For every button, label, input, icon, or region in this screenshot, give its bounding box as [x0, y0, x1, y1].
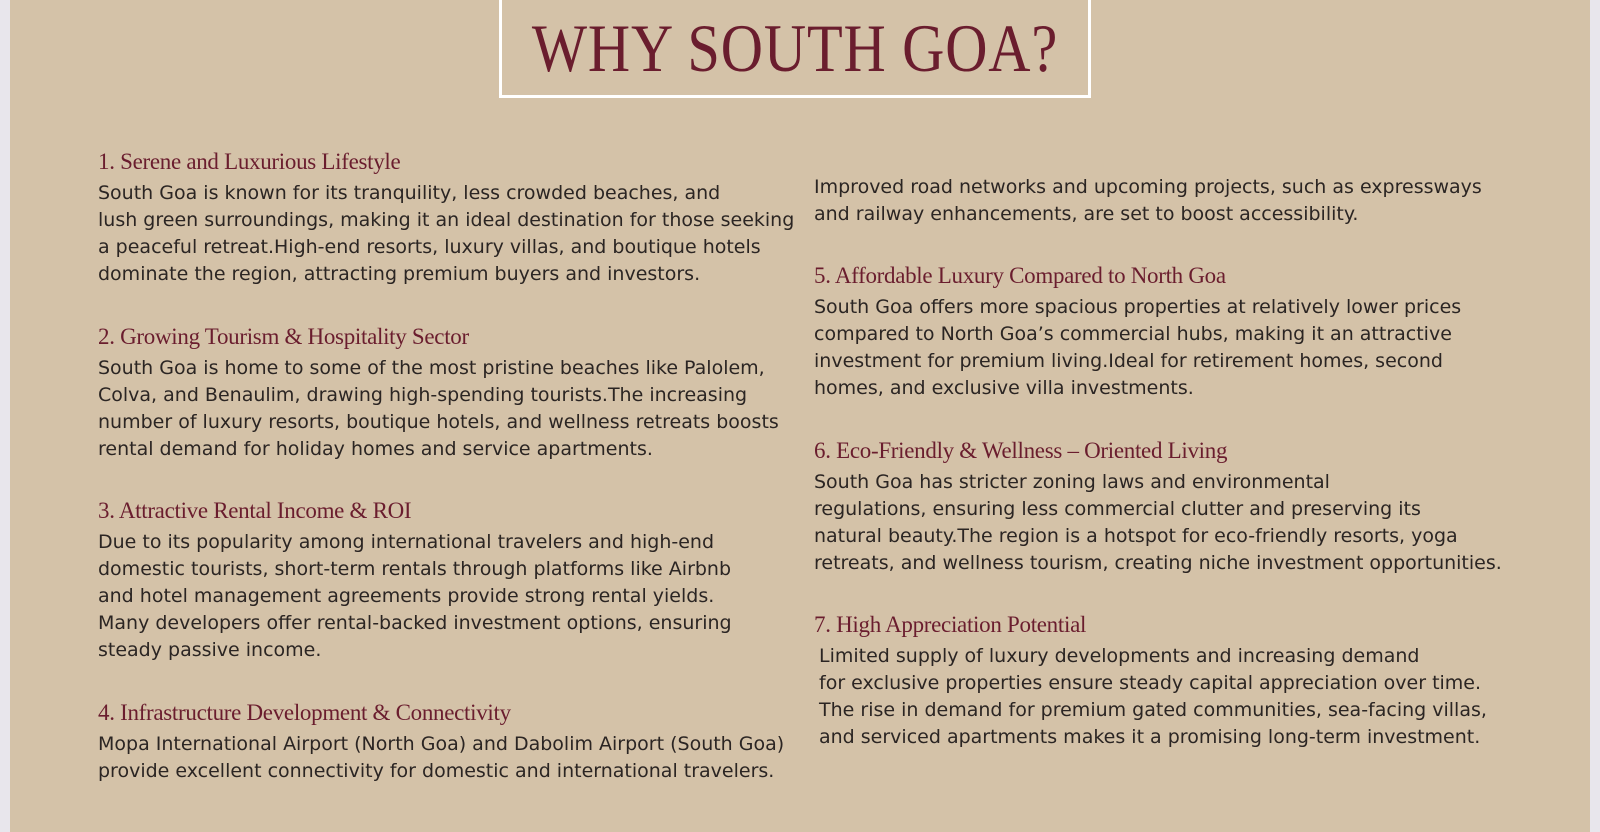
body-line: South Goa has stricter zoning laws and environmental: [814, 471, 1330, 493]
body-line: investment for premium living.Ideal for retirement homes, second: [814, 350, 1443, 372]
body-line: Many developers offer rental-backed investment options, ensuring: [98, 612, 732, 634]
section-body: [814, 294, 1514, 402]
section-heading: 2. Growing Tourism & Hospitality Sector: [98, 324, 469, 349]
section-body: [98, 180, 798, 288]
body-line: and serviced apartments makes it a promising long-term investment.: [819, 726, 1481, 748]
section-heading: 6. Eco-Friendly & Wellness – Oriented Living: [814, 438, 1228, 463]
body-line: Due to its popularity among international travelers and high-end: [98, 531, 715, 553]
section-body: [98, 355, 798, 463]
section-body: [814, 174, 1514, 228]
section-heading: 5. Affordable Luxury Compared to North Goa: [814, 263, 1226, 288]
body-line: South Goa is known for its tranquility, less crowded beaches, and: [98, 182, 721, 204]
body-line: and hotel management agreements provide strong rental yields.: [98, 585, 715, 607]
body-line: lush green surroundings, making it an ideal destination for those seeking: [98, 209, 795, 231]
section-rental-income-roi: [98, 496, 798, 664]
body-line: Mopa International Airport (North Goa) and Dabolim Airport (South Goa): [98, 733, 785, 755]
section-heading: 7. High Appreciation Potential: [814, 612, 1087, 637]
body-line: regulations, ensuring less commercial clutter and preserving its: [814, 498, 1421, 520]
section-serene-lifestyle: [98, 147, 798, 288]
body-line: number of luxury resorts, boutique hotels, and wellness retreats boosts: [98, 411, 779, 433]
section-body: [814, 469, 1514, 577]
section-infrastructure: [98, 698, 798, 785]
body-line: retreats, and wellness tourism, creating niche investment opportunities.: [814, 552, 1502, 574]
body-line: The rise in demand for premium gated communities, sea-facing villas,: [819, 699, 1487, 721]
body-line: Improved road networks and upcoming projects, such as expressways: [814, 176, 1482, 198]
body-line: homes, and exclusive villa investments.: [814, 377, 1194, 399]
body-line: Limited supply of luxury developments and increasing demand: [819, 645, 1420, 667]
body-line: provide excellent connectivity for domestic and international travelers.: [98, 760, 775, 782]
body-line: South Goa is home to some of the most pristine beaches like Palolem,: [98, 357, 765, 379]
section-infrastructure-continued: [814, 174, 1514, 228]
section-heading: 1. Serene and Luxurious Lifestyle: [98, 149, 401, 174]
section-body: [98, 529, 798, 664]
body-line: South Goa offers more spacious properties at relatively lower prices: [814, 296, 1462, 318]
section-tourism-hospitality: [98, 322, 798, 463]
section-heading: 3. Attractive Rental Income & ROI: [98, 498, 412, 523]
body-line: natural beauty.The region is a hotspot for eco-friendly resorts, yoga: [814, 525, 1458, 547]
body-line: steady passive income.: [98, 639, 322, 661]
body-line: dominate the region, attracting premium buyers and investors.: [98, 263, 701, 285]
section-body: [814, 643, 1514, 751]
body-line: for exclusive properties ensure steady capital appreciation over time.: [819, 672, 1482, 694]
section-appreciation-potential: [814, 610, 1514, 751]
body-line: and railway enhancements, are set to boost accessibility.: [814, 203, 1359, 225]
body-line: rental demand for holiday homes and service apartments.: [98, 438, 653, 460]
document-page: [10, 0, 1590, 832]
body-line: a peaceful retreat.High-end resorts, luxury villas, and boutique hotels: [98, 236, 761, 258]
page-title: WHY SOUTH GOA?: [531, 10, 1059, 86]
body-line: Colva, and Benaulim, drawing high-spending tourists.The increasing: [98, 384, 748, 406]
section-affordable-luxury: [814, 261, 1514, 402]
section-heading: 4. Infrastructure Development & Connectivity: [98, 700, 511, 725]
section-body: [98, 731, 798, 785]
body-line: compared to North Goa’s commercial hubs, making it an attractive: [814, 323, 1452, 345]
section-eco-friendly-wellness: [814, 436, 1514, 577]
title-box: [499, 0, 1091, 98]
body-line: domestic tourists, short-term rentals through platforms like Airbnb: [98, 558, 732, 580]
